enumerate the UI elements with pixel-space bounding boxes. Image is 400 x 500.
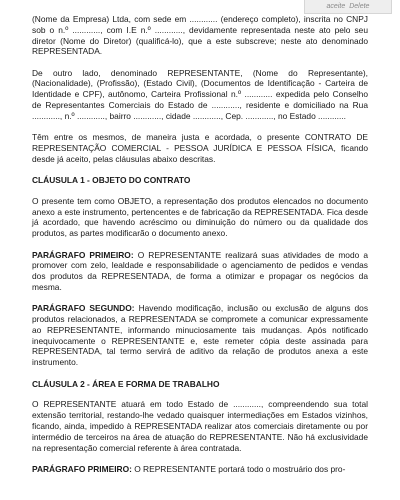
clause-2-heading: CLÁUSULA 2 - ÁREA E FORMA DE TRABALHO xyxy=(32,378,220,389)
party-representative-paragraph: De outro lado, denominado REPRESENTANTE, (Nome do Representante), (Nacionalidade), (Profissão), (Estado Civil), (Documentos de Identificação - Carteira de Identidade e CPF), autônomo, Carteira Profissional n.º ............ expedida pelo Conselho de Representantes Comerciais do Estado de ............, residente e domiciliado na Rua ............, n.º ............, bairro ............, cidade ............, Cep. ............, no Estado ............ xyxy=(32,67,368,121)
party-company-paragraph: (Nome da Empresa) Ltda, com sede em ............ (endereço completo), inscrita no CNPJ sob o n.º ............, com I.E n.º ............, devidamente representada neste ato pelo seu diretor (Nome do Diretor) (qualificá-lo), que a este subscreve; neste ato denominado REPRESENTADA. xyxy=(32,14,368,57)
delete-button[interactable]: Delete xyxy=(349,3,370,10)
clause-2-area-paragraph: O REPRESENTANTE atuará em todo Estado de ............, compreendendo sua total extensão territorial, restando-lhe vedado quaisquer intermediações em Estados vizinhos, ficando, ainda, impedido à REPRESENTADA realizar atos comerciais diretamente ou por intermédio de terceiros na área de atuação do REPRESENTANTE. Não há exclusividade na representação comercial referente à área contratada. xyxy=(32,399,368,453)
paragraph-text: O REPRESENTANTE realizará suas atividades de modo a promover com zelo, lealdade e responsabilidade o agenciamento de pedidos e vendas dos produtos da REPRESENTADA, de forma a otimizar e propagar os negócios da mesma. xyxy=(32,249,368,292)
agreement-paragraph: Têm entre os mesmos, de maneira justa e acordada, o presente CONTRATO DE REPRESENTAÇÃO COMERCIAL - PESSOA JURÍDICA E PESSOA FÍSICA, ficando desde já aceito, pelas cláusulas abaixo descritas. xyxy=(32,132,368,164)
paragraph-text: O REPRESENTANTE portará todo o mostruário dos pro- xyxy=(131,463,346,474)
contract-body xyxy=(32,14,368,485)
accept-button[interactable]: aceite xyxy=(326,3,346,10)
paragraph-label: PARÁGRAFO PRIMEIRO: xyxy=(32,463,132,474)
paragraph-text: Havendo modificação, inclusão ou exclusão de alguns dos produtos relacionados, a REPRESENTADA se compromete a comunicar expressamente ao REPRESENTANTE, informando minuciosamente tais mudanças. Após notificado inequivocamente o REPRESENTANTE e, este remeter cópia deste assinada para REPRESENTADA, tal termo servirá de aditivo da relação de produtos anexa a este instrumento. xyxy=(32,303,369,368)
paragraph-label: PARÁGRAFO PRIMEIRO: xyxy=(32,249,134,260)
review-badge xyxy=(304,0,392,14)
clause-1-heading: CLÁUSULA 1 - OBJETO DO CONTRATO xyxy=(32,175,191,186)
paragraph-label: PARÁGRAFO SEGUNDO: xyxy=(32,303,135,314)
clause-1-second-paragraph xyxy=(32,303,368,368)
clause-2-first-paragraph xyxy=(32,464,368,475)
clause-1-first-paragraph xyxy=(32,250,368,293)
clause-1-object-paragraph: O presente tem como OBJETO, a representação dos produtos elencados no documento anexo a este instrumento, pertencentes e de fabricação da REPRESENTADA. Fica desde já acordado, que havendo acréscimo ou diminuição do número ou da qualidade dos produtos, as partes modificarão o documento anexo. xyxy=(32,195,368,239)
